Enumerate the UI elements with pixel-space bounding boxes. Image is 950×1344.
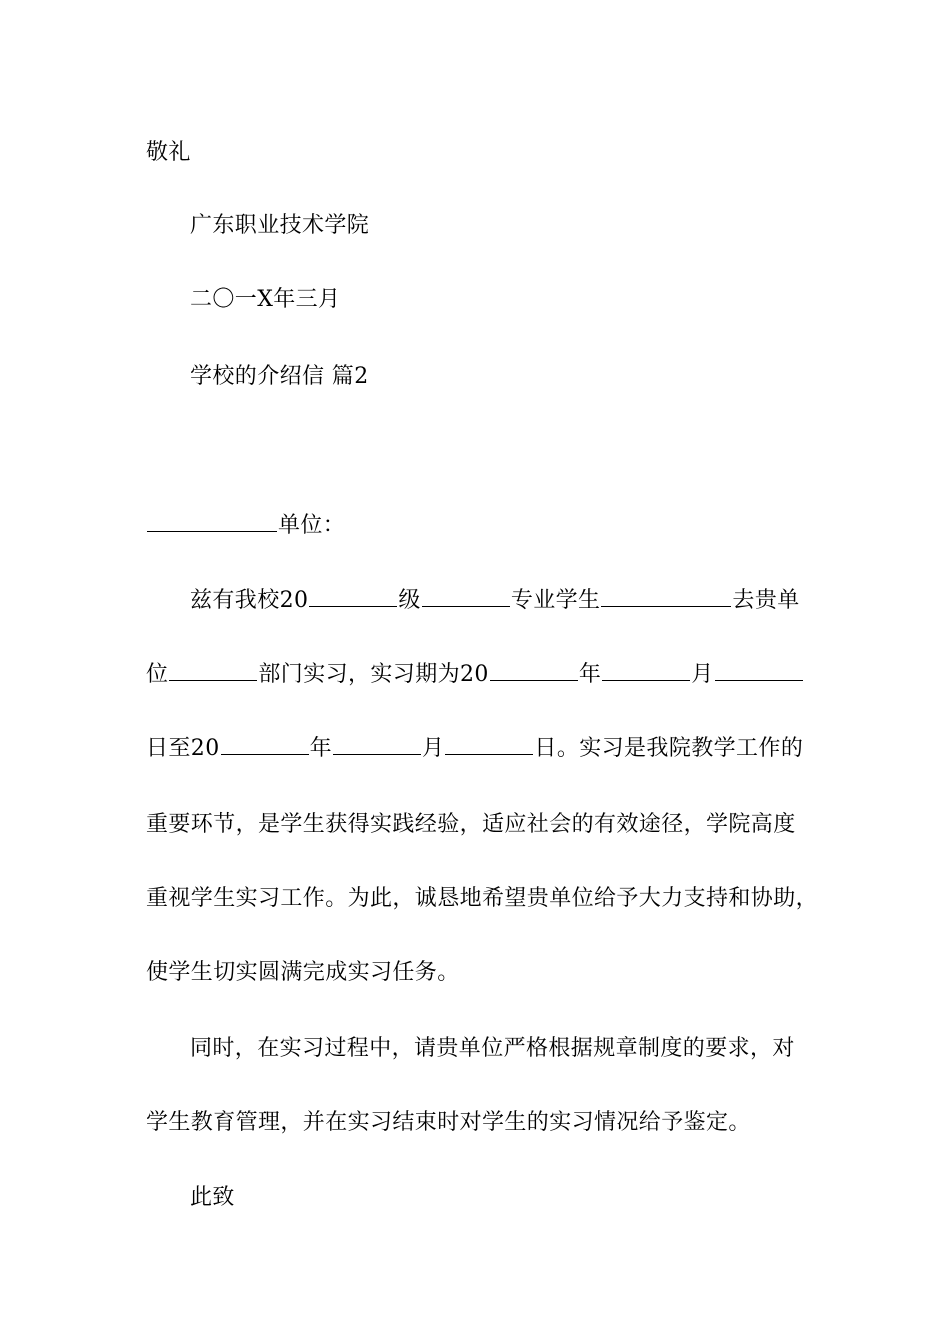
addressee-line [146, 511, 345, 541]
blank-unit [147, 513, 277, 532]
paragraph-2-line-1: 同时，在实习过程中，请贵单位严格根据规章制度的要求，对 [190, 1036, 795, 1061]
blank-department [169, 662, 257, 681]
signature-date: 二〇一X年三月 [190, 287, 341, 312]
closing-salutation: 敬礼 [146, 140, 191, 165]
text-fragment: 日至20 [146, 736, 220, 761]
paragraph-1-line-5: 重视学生实习工作。为此，诚恳地希望贵单位给予大力支持和协助， [146, 886, 819, 911]
text-fragment: 日。实习是我院教学工作的 [534, 736, 804, 761]
addressee-suffix: 单位： [278, 513, 346, 538]
paragraph-1-line-1 [190, 586, 800, 616]
blank-major [422, 588, 510, 607]
text-fragment: 位 [146, 662, 169, 687]
text-fragment: 兹有我校20 [190, 588, 309, 613]
blank-end-month [333, 736, 421, 755]
paragraph-1-line-2 [146, 660, 804, 690]
text-fragment: 年 [578, 662, 602, 687]
text-fragment: 月 [691, 662, 714, 687]
paragraph-1-line-6: 使学生切实圆满完成实习任务。 [146, 960, 460, 985]
blank-start-month [602, 662, 690, 681]
blank-student [601, 588, 731, 607]
signature-school: 广东职业技术学院 [190, 213, 370, 238]
text-fragment: 年 [309, 736, 333, 761]
blank-end-day [445, 736, 533, 755]
blank-end-year [221, 736, 309, 755]
blank-grade [309, 588, 397, 607]
blank-start-year [490, 662, 578, 681]
section-title: 学校的介绍信 篇2 [190, 364, 369, 389]
paragraph-1-line-4: 重要环节，是学生获得实践经验，适应社会的有效途径，学院高度 [146, 812, 796, 837]
text-fragment: 级 [398, 588, 421, 613]
blank-start-day [715, 662, 803, 681]
text-fragment: 部门实习，实习期为20 [258, 662, 489, 687]
paragraph-1-line-3 [146, 734, 803, 764]
text-fragment: 去贵单 [732, 588, 800, 613]
paragraph-2-line-2: 学生教育管理，并在实习结束时对学生的实习情况给予鉴定。 [146, 1110, 751, 1135]
text-fragment: 专业学生 [510, 588, 601, 613]
text-fragment: 月 [422, 736, 445, 761]
closing-2: 此致 [190, 1185, 235, 1210]
